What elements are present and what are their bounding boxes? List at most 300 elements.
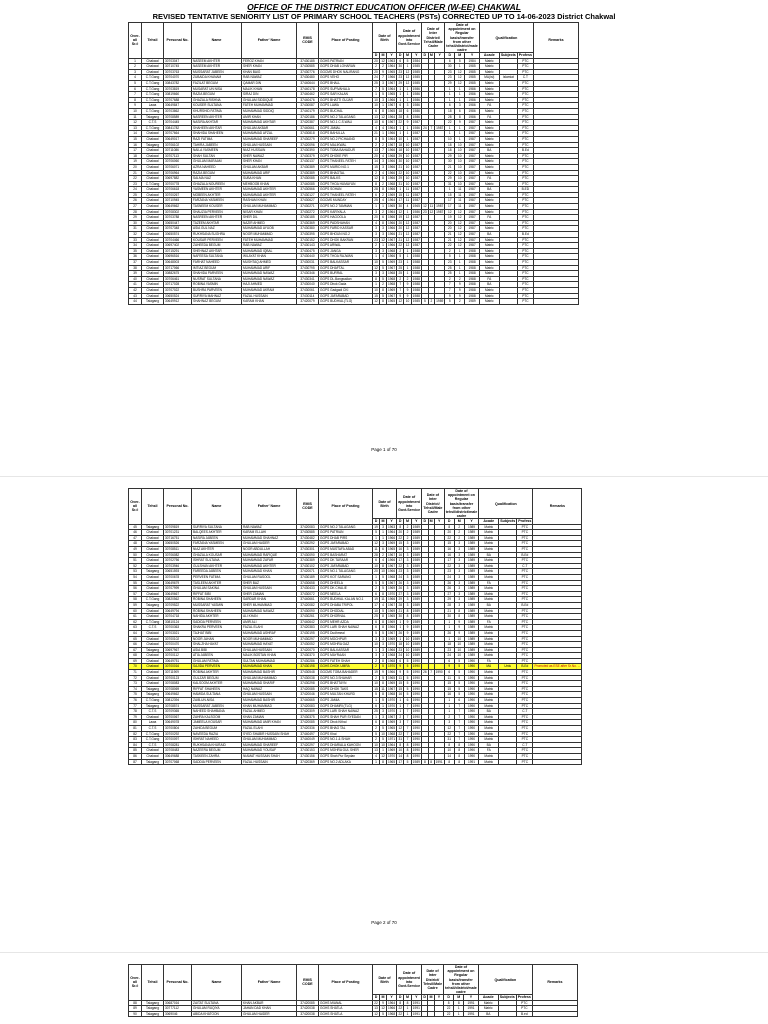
table-cell: 10 [455,170,465,176]
table-cell: 1967 [388,81,396,85]
table-cell: PTC [517,726,533,732]
table-cell: C.T.Gang [142,125,164,131]
column-header-regular-appointment: Date of appointment on Regular basis/transfer from other tehsil/district/male cadre [446,23,478,53]
table-cell: 1 [404,64,411,70]
table-cell: Matric [479,737,499,743]
table-cell: 22 [444,1006,454,1012]
table-cell: 24 [444,574,454,580]
table-cell: 10 [454,636,464,642]
table-cell: SHER KHAN [242,159,297,165]
page-1 [0,0,768,475]
table-cell: 1989 [412,591,420,596]
table-cell: GGPS MOHRA GUL SHER [319,748,373,754]
table-cell: 30650524 [164,293,192,299]
table-cell: 1 [373,759,380,765]
table-cell: 8 [380,176,387,182]
table-cell: 1987 [465,187,480,193]
table-cell: GGPS SHAH PUR SYEDAN [319,714,373,720]
table-cell: 1967 [388,580,396,585]
table-cell: ZAHRA KALSOOM [192,714,242,720]
table-cell: 4 [373,125,380,131]
table-cell: GGPS FATEH SHAH [319,658,373,664]
table-cell: 3 [454,597,464,603]
table-cell: 3 [404,574,411,580]
table-cell: 30711086 [164,148,192,154]
table-cell: 8 [373,136,380,142]
table-cell: GGPS BUDHIAL KALAN NO.1 [319,597,373,603]
table-cell: 37430087 [297,103,319,109]
table-cell: GHULAM MARAAM [192,159,242,165]
table-cell: B.Ed [517,148,533,154]
table-cell: 10 [455,181,465,187]
table-cell: 16 [129,142,142,148]
table-cell: SHAUZIA PERVEEN [192,209,242,215]
list-title: REVISED TENTATIVE SENIORITY LIST OF PRIMARY SCHOOL TEACHERS (PSTs) CORRECTED UP TO 14-06-2023 District Chakwal [152,12,616,21]
table-cell: 1 [397,698,404,704]
column-header-father: Father' Name [242,23,297,59]
table-cell: 1989 [412,636,420,641]
table-cell: 11 [455,192,465,198]
page-2 [0,480,768,950]
table-cell: 1990 [464,698,479,704]
table-cell: 11 [405,198,410,203]
table-cell: 4 [380,558,387,564]
table-cell: 22 [444,731,454,737]
table-cell: 30650447 [164,220,192,226]
table-cell: 1989 [412,552,420,557]
table-cell: PTC [517,541,533,547]
header-row [129,489,582,519]
table-cell: 10 [405,647,410,652]
table-cell: C.T.Gang [142,97,164,103]
table-cell: PTC [517,120,533,126]
table-cell: 24 [423,125,427,130]
table-cell: RAZI FATIMA [192,136,242,142]
table-cell: 11 [455,198,465,204]
table-cell: SALMA NAZ [192,176,242,182]
table-cell: 10 [455,153,465,159]
table-cell: 1986 [412,86,420,91]
table-cell: 17 [445,204,455,210]
table-cell: Matric [479,530,499,536]
table-cell: C.T.Gang [142,75,164,81]
subheader-year: Y [411,995,421,1000]
table-cell: Matric [479,563,499,569]
table-cell: Talagang [142,759,164,765]
table-cell: Urdu [499,664,517,670]
table-cell: 30709365 [164,709,192,715]
table-cell: 37420046 [297,692,319,698]
table-cell: MUHAMMAD HAYAT [242,642,297,648]
table-cell: 37430286 [297,658,319,664]
table-cell: 23 [423,209,427,214]
table-cell: 3 [380,541,387,547]
table-cell: GGPS BHAGTAL [319,170,373,176]
table-cell: Matric [479,731,499,737]
table-cell: 30700016 [164,664,192,670]
table-cell: 1967 [388,563,396,568]
table-cell: BA [478,1011,498,1017]
table-cell: 11 [381,686,385,691]
table-cell: 12 [129,120,142,126]
table-cell: 2 [380,209,387,215]
table-cell: 9 [397,670,404,676]
table-cell: Matric [479,614,499,620]
table-cell: 1988 [412,265,420,270]
table-cell: 17 [444,558,454,564]
subheader-day: D [445,53,455,58]
table-cell: NASEEM AKHTER [192,58,242,64]
table-cell: 15 [398,192,402,197]
table-cell: 88 [129,1000,142,1006]
table-cell: Lawa [142,720,164,726]
table-cell: Matric [479,159,499,165]
table-cell: B.Ed [517,552,533,558]
table-cell: 29 [445,176,455,182]
table-cell: 10 [374,287,378,292]
column-header-appointment: Date of appointment into Govt.Service [397,23,422,53]
table-cell: GGPS DHORNAL [319,614,373,620]
table-cell: 19 [374,524,378,529]
table-cell: 30650526 [164,541,192,547]
table-cell: 5 [380,1011,387,1017]
table-cell: AZRA NAHEED [192,164,242,170]
table-cell: 30841782 [164,125,192,131]
table-cell: 49 [129,547,142,553]
table-cell: 22 [398,535,402,540]
table-cell: 12 [429,209,434,214]
table-cell: 18 [444,642,454,648]
table-cell: 2 [428,299,435,305]
table-cell: 1990 [412,714,420,719]
table-cell: 27 [444,591,454,597]
table-cell: 37440497 [297,731,319,737]
table-cell: 1 [373,647,380,653]
table-cell: FA [479,103,499,109]
table-cell: 2 [373,726,380,732]
remarks-cell [532,1011,577,1017]
table-cell: 8 [397,1000,404,1006]
table-cell: 7 [404,737,411,743]
table-cell: 23 [444,569,454,575]
table-cell: 3 [404,591,411,597]
table-cell: 37430389 [297,170,319,176]
table-cell: Matric [479,670,499,676]
table-cell: PTC [517,159,533,165]
table-cell: 10 [374,260,378,264]
table-cell: 6 [380,120,387,126]
table-cell: 2 [373,675,380,681]
table-cell: 1987 [465,159,480,165]
column-header-appointment: Date of appointment into Govt.Service [397,489,422,519]
table-cell: GHAZALA KOUSAR [192,552,242,558]
table-cell: 37420336 [297,726,319,732]
table-cell: 6 [129,86,142,92]
table-cell: 40 [129,276,142,282]
table-cell: GGPS BHATTI GUJAR [319,97,373,103]
table-cell: 3069046 [164,1011,192,1017]
table-cell: 7 [454,726,464,732]
table-cell: 23 [398,569,402,574]
table-cell: 1967 [388,630,396,635]
table-cell: 1 [397,636,404,642]
table-cell: Matric [479,226,499,232]
table-cell: PTC [517,681,533,687]
subheader-day: D [397,995,404,1000]
table-cell: 5 [454,670,464,676]
table-cell: 1 [373,204,380,210]
table-cell: 3 [373,653,380,659]
table-cell: 8 [454,614,464,620]
table-cell: 28 [398,602,402,607]
table-cell: 5 [422,299,429,305]
table-cell: 10 [374,97,378,102]
table-cell: 1989 [412,608,420,613]
table-cell: 10 [381,569,385,574]
table-cell: Matric [479,625,499,631]
table-cell: 30697402 [164,243,192,249]
table-cell: 1986 [412,114,420,119]
table-cell: 22 [398,563,402,568]
table-cell: 5 [380,276,387,282]
table-cell: 8 [454,608,464,614]
table-cell: 1988 [412,260,420,264]
table-cell: ATIA JABEEN [192,653,242,659]
column-header-emis: EMIS CODE [297,965,319,1001]
table-cell: GHULAM SIDDIQUE [242,97,297,103]
table-cell: 1990 [464,726,479,732]
table-cell: MUHAMMAD SIDDIQ [242,108,297,114]
table-cell: 3 [454,558,464,564]
table-cell: 2 [455,276,465,282]
table-cell: 7 [380,148,387,154]
table-cell: 75 [129,692,142,698]
table-cell: 10 [455,148,465,154]
table-cell: 1990 [412,670,420,675]
table-cell: 1 [445,97,455,103]
table-cell: 1987 [465,215,480,221]
table-cell: GHULAM HUSSAIN [242,647,297,653]
table-cell: 1968 [388,276,396,281]
table-cell: 1967 [388,120,396,125]
table-cell: 1965 [388,204,396,209]
table-cell: 28 [374,552,378,557]
table-cell: 37420038 [297,1011,319,1017]
table-cell: GGPS BAHULLA [319,131,373,137]
table-cell: GGPS DHOKE PIR [319,153,373,159]
table-cell: NASIRA AKHTAR [192,120,242,126]
table-cell: 69 [129,658,142,664]
table-cell: 10 [374,608,378,613]
table-cell: PTC [517,92,533,98]
table-cell: 1988 [465,248,480,254]
table-cell: NOOR JAHAN [192,636,242,642]
table-cell: Matric [479,209,499,215]
table-cell: 1985 [412,75,420,80]
table-cell: 1989 [412,535,420,540]
table-cell: 30819660 [164,92,192,98]
table-cell: MUSHTAQ AHMED [242,260,297,266]
table-cell: 37420085 [297,686,319,692]
table-cell: NAILA YASMEEN [192,148,242,154]
table-cell: 37430127 [297,192,319,198]
table-cell: 1989 [464,552,479,558]
subheader-year: Y [411,519,421,524]
table-cell: 20 [398,220,402,225]
table-cell: 12 [405,226,410,231]
table-cell: GHULAM RASOOL [242,574,297,580]
table-cell: GGHS PATRIAN [319,58,373,64]
table-cell: GGPS Khai [319,731,373,737]
table-cell: 1968 [388,1011,396,1016]
table-cell: 37430052 [297,642,319,648]
table-cell: 10 [405,636,410,641]
table-cell: PTC [517,136,533,142]
table-cell: 20 [398,530,402,535]
table-cell: PTC [517,580,533,586]
table-cell: FAZAL HUSSAIN [242,293,297,299]
table-cell: 1987 [412,159,420,164]
table-cell: 37430298 [297,681,319,687]
table-cell: PTC [517,237,533,243]
table-cell: Matric [479,181,499,187]
table-cell: Matric [479,675,499,681]
table-cell: 12 [405,81,410,85]
table-cell: 1967 [388,686,396,691]
table-cell: 13 [374,114,378,119]
table-cell: PTC [517,591,533,597]
table-cell: 3 [380,714,387,720]
table-cell: 37430292 [297,541,319,547]
table-cell: PERVEEN FATIMA [192,574,242,580]
table-cell: KARAM KHAN [242,299,297,305]
header-row [129,965,578,995]
table-cell: 5 [380,664,387,670]
table-cell: Chakwal [142,614,164,620]
page-3 [0,956,768,1024]
table-cell: 12 [405,232,410,237]
table-cell: 1988 [465,271,480,277]
table-cell: 30700097 [164,737,192,743]
table-cell: 21 [445,164,455,170]
table-cell: 6 [373,192,380,198]
table-cell: 1967 [388,142,396,147]
table-cell: 30649751 [164,658,192,664]
table-cell: 30650574 [164,232,192,238]
table-cell: 30710945 [164,198,192,204]
table-cell: Matric [479,293,499,299]
table-cell: 1989 [412,642,420,647]
table-cell: GGPS NO.2 TAMMAN [319,204,373,210]
table-cell: 2 [380,282,387,288]
table-cell: 1969 [388,720,396,725]
table-cell: 2 [373,658,380,664]
table-cell: Chakwal [142,630,164,636]
table-cell: PTC [517,614,533,620]
table-cell: GGPS NO.1 C.S.WALI [319,120,373,126]
table-cell: 37 [129,260,142,266]
table-cell: C.T.Gang [142,597,164,603]
table-cell: Matric [479,198,499,204]
table-cell: HAJI AHMED [242,282,297,288]
table-cell: 1990 [464,753,479,759]
table-cell: 30703862 [164,108,192,114]
table-cell: 1991 [435,759,443,764]
table-cell: 64 [129,630,142,636]
table-cell: 1989 [412,580,420,585]
table-cell: 3 [454,563,464,569]
table-cell: 5 [397,254,404,260]
table-cell: 37430114 [297,293,319,299]
table-cell: Matric [479,271,499,277]
table-cell: 15 [374,293,378,298]
table-cell: 1989 [464,642,479,648]
table-cell: 19 [129,159,142,165]
table-cell: 9 [455,293,465,299]
table-cell: 7 [454,714,464,720]
table-cell: 13 [374,748,378,753]
table-cell: 8 [454,748,464,754]
table-cell: GGPS LARI SHAH NAWAZ [319,625,373,631]
table-cell: 1990 [412,686,420,691]
table-cell: 1987 [465,243,480,249]
table-cell: 10 [405,653,410,658]
table-cell: Matric [479,535,499,541]
table-cell: RIFFAT BIBI [192,591,242,597]
table-cell: 12 [455,209,465,215]
column-header-father: Father' Name [242,965,297,1001]
table-cell: 10 [455,176,465,182]
table-cell: ZUBAIDA KHANAM [192,75,242,81]
subheader-year: Y [435,53,445,58]
table-cell: 48 [129,541,142,547]
table-cell: 7 [454,737,464,743]
table-cell: FA [479,619,499,625]
table-cell: MUHAMMAD AMIR KHAN [242,720,297,726]
table-cell: Matric [479,265,499,271]
table-cell: 3 [454,591,464,597]
table-cell: GHULAM AKBAR [242,125,297,131]
table-cell: 15 [444,541,454,547]
table-cell: GGPS VEHO [319,75,373,81]
table-cell: 30 [444,614,454,620]
column-header-place: Place of Posting [319,23,373,59]
table-cell: WILAYAT KHAN [242,254,297,260]
table-cell: FAZILAT BEGUM [192,81,242,87]
table-cell: GGPS MUSTAFA ABAD [319,547,373,553]
table-cell: 2 [397,248,404,254]
table-cell: 1988 [412,282,420,287]
table-cell: 5 [373,731,380,737]
table-cell: 59 [129,602,142,608]
table-cell: 1967 [388,293,396,298]
table-cell: 2 [454,535,464,541]
table-cell: 14 [398,753,402,758]
table-cell: 6 [397,103,404,109]
table-cell: 8 [404,748,411,754]
table-cell: PTC [517,282,533,288]
table-cell: 15 [444,686,454,692]
table-cell: PTC [517,630,533,636]
table-cell: 12 [455,237,465,243]
table-cell: 22 [398,1006,402,1011]
table-cell: 3 [454,552,464,558]
table-cell: 81 [129,726,142,732]
table-cell: 30649667 [164,591,192,597]
table-cell: GGPS BASHARAT [319,552,373,558]
table-cell: 10 [454,642,464,648]
table-cell: 14 [129,131,142,137]
